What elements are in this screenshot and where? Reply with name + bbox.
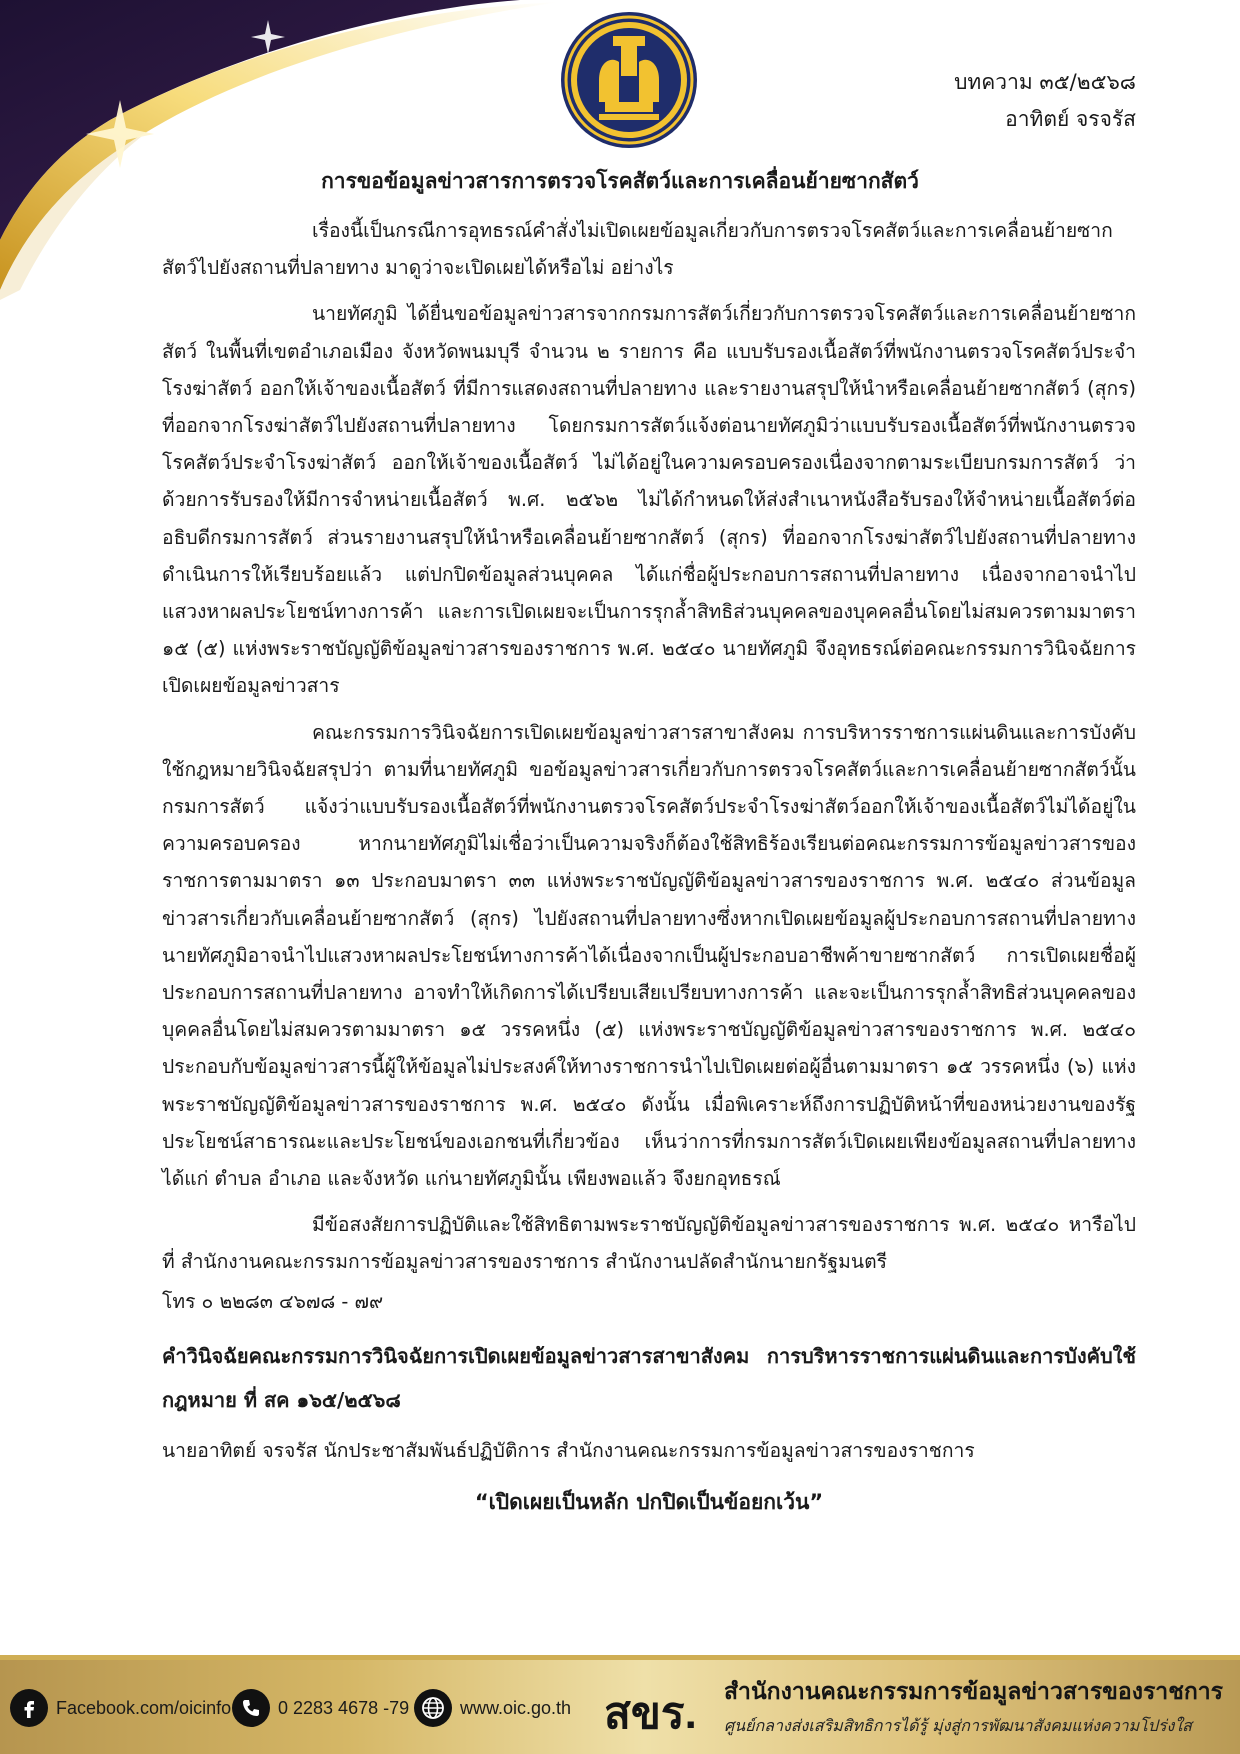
paragraph-intro: เรื่องนี้เป็นกรณีการอุทธรณ์คำสั่งไม่เปิดเผยข้อมูลเกี่ยวกับการตรวจโรคสัตว์และการเคลื่อนย้ายซากสัตว์ไปยังสถานที่ปลายทาง มาดูว่าจะเปิดเผยได้หรือไม่ อย่างไร [162, 219, 1113, 280]
agency-seal-logo [559, 10, 699, 150]
footer-facebook[interactable] [10, 1688, 231, 1728]
globe-icon [414, 1689, 452, 1727]
footer-phone[interactable] [232, 1688, 409, 1728]
ruling-reference: คำวินิจฉัยคณะกรรมการวินิจฉัยการเปิดเผยข้อมูลข่าวสารสาขาสังคม การบริหารราชการแผ่นดินและการบังคับใช้กฎหมาย ที่ สค ๑๖๕/๒๕๖๘ [162, 1343, 1136, 1412]
author-credit: นายอาทิตย์ จรจรัส นักประชาสัมพันธ์ปฏิบัติการ สำนักงานคณะกรรมการข้อมูลข่าวสารของราชการ [162, 1438, 975, 1462]
oic-wordmark-logo [602, 1682, 704, 1738]
footer-website[interactable] [414, 1688, 571, 1728]
phone-icon [232, 1689, 270, 1727]
article-number: บทความ ๓๕/๒๕๖๘ [954, 70, 1136, 94]
footer-bar [0, 1660, 1240, 1754]
paragraph-decision: คณะกรรมการวินิจฉัยการเปิดเผยข้อมูลข่าวสารสาขาสังคม การบริหารราชการแผ่นดินและการบังคับใช้กฎหมายวินิจฉัยสรุปว่า ตามที่นายทัศภูมิ ขอข้อมูลข่าวสารเกี่ยวกับการตรวจโรคสัตว์และการเคลื่อนย้ายซากสัตว์นั้น กรมการสัตว์ แจ้งว่าแบบรับรองเนื้อสัตว์ที่พนักงานตรวจโรคสัตว์ประจำโรงฆ่าสัตว์ออกให้เจ้าของเนื้อสัตว์ไม่ได้อยู่ในความครอบครอง หากนายทัศภูมิไม่เชื่อว่าเป็นความจริงก็ต้องใช้สิทธิร้องเรียนต่อคณะกรรมการข้อมูลข่าวสารของราชการตามมาตรา ๑๓ ประกอบมาตรา ๓๓ แห่งพระราชบัญญัติข้อมูลข่าวสารของราชการ พ.ศ. ๒๕๔๐ ส่วนข้อมูลข่าวสารเกี่ยวกับเคลื่อนย้ายซากสัตว์ (สุกร) ไปยังสถานที่ปลายทางซึ่งหากเปิดเผยข้อมูลผู้ประกอบการสถานที่ปลายทาง นายทัศภูมิอาจนำไปแสวงหาผลประโยชน์ทางการค้าได้เนื่องจากเป็นผู้ประกอบอาชีพค้าขายซากสัตว์ การเปิดเผยชื่อผู้ประกอบการสถานที่ปลายทาง อาจทำให้เกิดการได้เปรียบเสียเปรียบทางการค้า และจะเป็นการรุกล้ำสิทธิส่วนบุคคลของบุคคลอื่นโดยไม่สมควรตามมาตรา ๑๕ วรรคหนึ่ง (๕) แห่งพระราชบัญญัติข้อมูลข่าวสารของราชการ พ.ศ. ๒๕๔๐ ประกอบกับข้อมูลข่าวสารนี้ผู้ให้ข้อมูลไม่ประสงค์ให้ทางราชการนำไปเปิดเผยต่อผู้อื่นตามมาตรา ๑๕ วรรคหนึ่ง (๖) แห่งพระราชบัญญัติข้อมูลข่าวสารของราชการ พ.ศ. ๒๕๔๐ ดังนั้น เมื่อพิเคราะห์ถึงการปฏิบัติหน้าที่ของหน่วยงานของรัฐ ประโยชน์สาธารณะและประโยชน์ของเอกชนที่เกี่ยวข้อง เห็นว่าการที่กรมการสัตว์เปิดเผยเพียงข้อมูลสถานที่ปลายทาง ได้แก่ ตำบล อำเภอ และจังหวัด แก่นายทัศภูมินั้น เพียงพอแล้ว จึงยกอุทธรณ์ [162, 720, 1136, 1191]
footer-tagline: ศูนย์กลางส่งเสริมสิทธิการได้รู้ มุ่งสู่การพัฒนาสังคมแห่งความโปร่งใส [724, 1716, 1192, 1735]
facebook-link[interactable]: Facebook.com/oicinfo [56, 1697, 232, 1718]
contact-phone: โทร ๐ ๒๒๘๓ ๔๖๗๘ - ๗๙ [162, 1289, 384, 1313]
article-title: การขอข้อมูลข่าวสารการตรวจโรคสัตว์และการเคลื่อนย้ายซากสัตว์ [321, 169, 919, 193]
article-meta [954, 64, 1136, 138]
facebook-icon [10, 1689, 48, 1727]
paragraph-request: นายทัศภูมิ ได้ยื่นขอข้อมูลข่าวสารจากกรมการสัตว์เกี่ยวกับการตรวจโรคสัตว์และการเคลื่อนย้ายซากสัตว์ ในพื้นที่เขตอำเภอเมือง จังหวัดพนมบุรี จำนวน ๒ รายการ คือ แบบรับรองเนื้อสัตว์ที่พนักงานตรวจโรคสัตว์ประจำโรงฆ่าสัตว์ ออกให้เจ้าของเนื้อสัตว์ ที่มีการแสดงสถานที่ปลายทาง และรายงานสรุปให้นำหรือเคลื่อนย้ายซากสัตว์ (สุกร) ที่ออกจากโรงฆ่าสัตว์ไปยังสถานที่ปลายทาง โดยกรมการสัตว์แจ้งต่อนายทัศภูมิว่าแบบรับรองเนื้อสัตว์ที่พนักงานตรวจโรคสัตว์ประจำโรงฆ่าสัตว์ ออกให้เจ้าของเนื้อสัตว์ ไม่ได้อยู่ในความครอบครองเนื่องจากตามระเบียบกรมการสัตว์ ว่าด้วยการรับรองให้มีการจำหน่ายเนื้อสัตว์ พ.ศ. ๒๕๖๒ ไม่ได้กำหนดให้ส่งสำเนาหนังสือรับรองให้จำหน่ายเนื้อสัตว์ต่ออธิบดีกรมการสัตว์ ส่วนรายงานสรุปให้นำหรือเคลื่อนย้ายซากสัตว์ (สุกร) ที่ออกจากโรงฆ่าสัตว์ไปยังสถานที่ปลายทางดำเนินการให้เรียบร้อยแล้ว แต่ปกปิดข้อมูลส่วนบุคคล ได้แก่ชื่อผู้ประกอบการสถานที่ปลายทาง เนื่องจากอาจนำไปแสวงหาผลประโยชน์ทางการค้า และการเปิดเผยจะเป็นการรุกล้ำสิทธิส่วนบุคคลของบุคคลอื่นโดยไม่สมควรตามมาตรา ๑๕ (๕) แห่งพระราชบัญญัติข้อมูลข่าวสารของราชการ พ.ศ. ๒๕๔๐ นายทัศภูมิ จึงอุทธรณ์ต่อคณะกรรมการวินิจฉัยการเปิดเผยข้อมูลข่าวสาร [162, 302, 1136, 698]
article-author: อาทิตย์ จรจรัส [1005, 107, 1136, 131]
article-body [162, 212, 1136, 1521]
footer-org-name: สำนักงานคณะกรรมการข้อมูลข่าวสารของราชการ [724, 1679, 1224, 1705]
svg-text:สขร.: สขร. [604, 1689, 697, 1738]
website-link[interactable]: www.oic.go.th [460, 1697, 572, 1718]
phone-number[interactable]: 0 2283 4678 -79 [278, 1697, 410, 1718]
paragraph-contact: มีข้อสงสัยการปฏิบัติและใช้สิทธิตามพระราชบัญญัติข้อมูลข่าวสารของราชการ พ.ศ. ๒๕๔๐ หารือไปที่ สำนักงานคณะกรรมการข้อมูลข่าวสารของราชการ สำนักงานปลัดสำนักนายกรัฐมนตรี [162, 1213, 1136, 1274]
slogan: “เปิดเผยเป็นหลัก ปกปิดเป็นข้อยกเว้น” [474, 1489, 824, 1514]
